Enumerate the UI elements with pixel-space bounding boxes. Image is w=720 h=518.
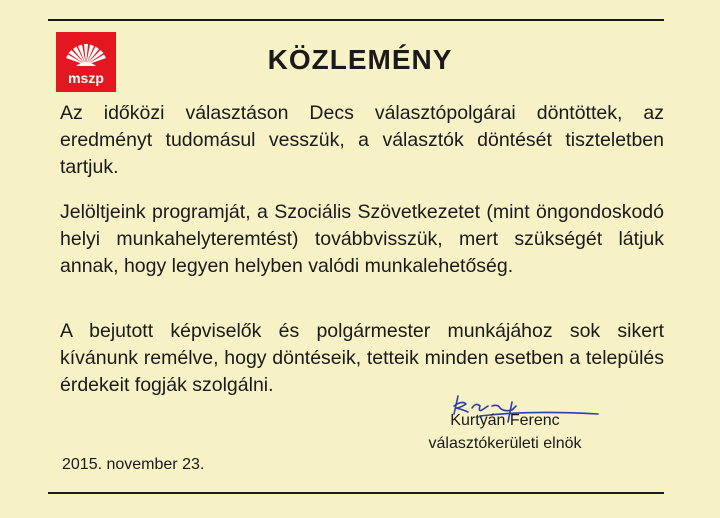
top-rule xyxy=(48,19,664,21)
date: 2015. november 23. xyxy=(62,456,205,473)
signatory-name: Kurtyán Ferenc xyxy=(450,412,560,429)
bottom-rule xyxy=(48,492,664,494)
signatory-role: választókerületi elnök xyxy=(428,435,582,452)
paragraph-1: Az időközi választáson Decs választópolgárai döntöttek, az eredményt tudomásul vesszük, a választók döntését tiszteletben tartjuk. xyxy=(60,102,664,178)
paragraph-3: A bejutott képviselők és polgármester munkájához sok sikert kívánunk remélve, hogy döntéseik, tetteik minden esetben a település érdekeit fogják szolgálni. xyxy=(60,320,664,396)
logo-text: mszp xyxy=(68,70,104,86)
page-title: KÖZLEMÉNY xyxy=(267,44,453,75)
paragraph-2: Jelöltjeink programját, a Szociális Szövetkezetet (mint öngondoskodó helyi munkahelyteremtést) továbbvisszük, mert szükségét látjuk annak, hogy legyen helyben valódi munkalehetőség. xyxy=(60,201,664,277)
